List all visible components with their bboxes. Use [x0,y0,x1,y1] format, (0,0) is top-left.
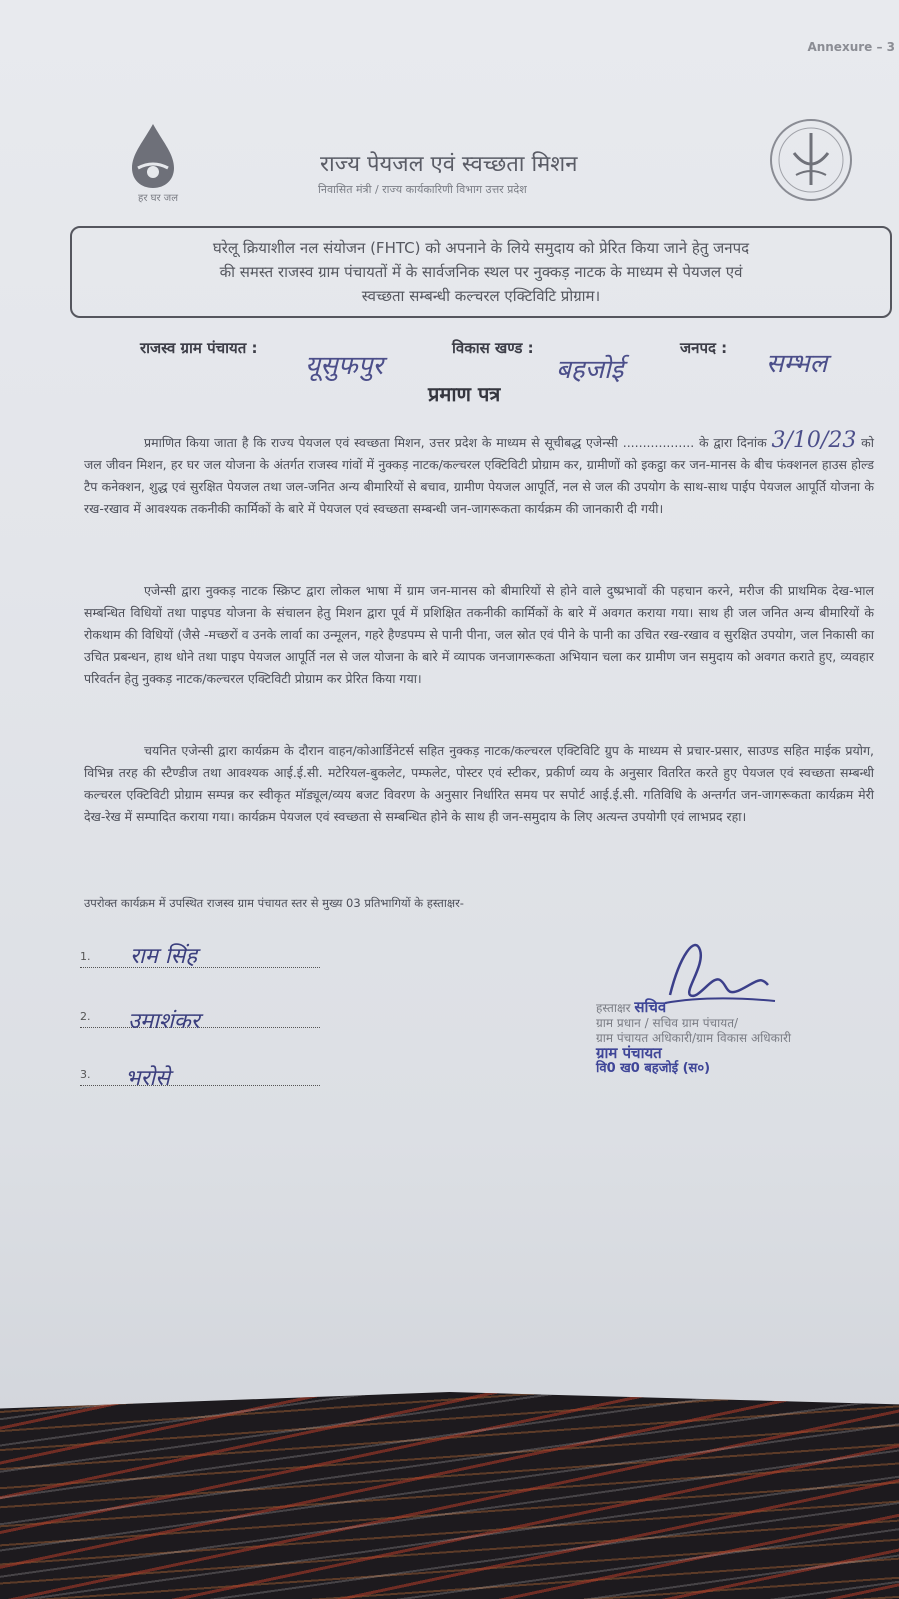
block-value: बहजोई [556,355,624,385]
witness-number-2: 2. [80,1010,91,1023]
date-prefix: प्रमाणित किया जाता है कि राज्य पेयजल एवं स्वच्छता मिशन, उत्तर प्रदेश के माध्यम से सूचीबद्ध एजेन्सी .................. के द्वारा दिनांक [144,435,767,450]
gram-panchayat-label: राजस्व ग्राम पंचायत : [140,339,258,357]
state-emblem-logo [766,115,856,205]
district-value: सम्भल [766,349,828,379]
topic-line-1: घरेलू क्रियाशील नल संयोजन (FHTC) को अपनाने के लिये समुदाय को प्रेरित किया जाने हेतु जनपद [212,239,750,257]
paragraph-1 [84,430,874,520]
jal-jeevan-mission-logo [108,120,198,210]
mission-subtitle: निवासित मंत्री / राज्य कार्यकारिणी विभाग उत्तर प्रदेश [318,183,527,196]
witness-number-1: 1. [80,950,91,963]
gram-panchayat-value: यूसुफपुर [305,351,384,381]
logo-caption: हर घर जल [138,193,178,204]
paragraph-1-rest: को जल जीवन मिशन, हर घर जल योजना के अंतर्गत राजस्व गांवों में नुक्कड़ नाटक/कल्चरल एक्टिविटी प्रोग्राम कर, ग्रामीणों को इकट्ठा कर जन-मानस के बीच फंक्शनल हाउस होल्ड टैप कनेक्शन, शुद्ध एवं सुरक्षित पेयजल तथा जल-जनित अन्य बीमारियों से बचाव, ग्रामीण पेयजल आपूर्ति, नल से जल की उपयोग के साथ-साथ पाईप पेयजल आपूर्ति योजना के रख-रखाव में आवश्यक तकनीकी कार्मिकों के बारे में पेयजल एवं स्वच्छता सम्बन्धी जन-जागरूकता कार्यक्रम की जानकारी दी गयी। [84,435,874,516]
annexure-label: Annexure – 3 [807,40,895,54]
paragraph-3: चयनित एजेन्सी द्वारा कार्यक्रम के दौरान वाहन/कोआर्डिनेटर्स सहित नुक्कड़ नाटक/कल्चरल एक्टिविटि ग्रुप के माध्यम से प्रचार-प्रसार, साउण्ड सहित माईक प्रयोग, विभिन्न तरह की स्टैण्डीज तथा आवश्यक आई.ई.सी. मटेरियल-बुकलेट, पम्फलेट, पोस्टर एवं स्टीकर, प्रकीर्ण व्यय के अनुसार वितरित करते हुए पेयजल एवं स्वच्छता सम्बन्धी कल्चरल एक्टिविटी प्रोग्राम सम्पन्न कर स्वीकृत मॉड्यूल/व्यय बजट विवरण के अनुसार निर्धारित समय पर सपोर्ट आई.ई.सी. गतिविधि के अन्तर्गत जन-जागरूकता कार्यक्रम मेरी देख-रेख में सम्पादित कराया गया। कार्यक्रम पेयजल एवं स्वच्छता से सम्बन्धित होने के साथ ही जन-समुदाय के लिए अत्यन्त उपयोगी एवं लाभप्रद रहा। [84,743,874,824]
stamp-line-1: ग्राम प्रधान / सचिव ग्राम पंचायत/ [596,1016,739,1030]
program-date: 3/10/23 [771,428,857,453]
mission-title: राज्य पेयजल एवं स्वच्छता मिशन [320,152,578,177]
witness-signature-2: उमाशंकर [128,1009,200,1034]
topic-box [70,226,892,318]
official-stamp [596,1000,836,1076]
stamp-title: सचिव [634,998,667,1016]
paragraph-2: एजेन्सी द्वारा नुक्कड़ नाटक स्क्रिप्ट द्वारा लोकल भाषा में ग्राम जन-मानस को बीमारियों से होने वाले दुष्प्रभावों की पहचान करने, मरीज की प्राथमिक देख-भाल सम्बन्धित विधियों तथा पाइपड योजना के संचालन हेतु मिशन द्वारा पूर्व में प्रशिक्षित तकनीकी कार्मिकों के बारे में अवगत कराया गया। साथ ही जल जनित अन्य बीमारियों के रोकथाम की विधियों (जैसे -मच्छरों व उनके लार्वा का उन्मूलन, गहरे हैण्डपम्प से पानी पीना, जल स्रोत एवं पीने के पानी का उचित रख-रखाव व सुरक्षित उपयोग, जल निकासी का उचित प्रबन्धन, हाथ धोने तथा पाइप पेयजल आपूर्ति नल से जल योजना के बारे में व्यापक जनजागरूकता अभियान चला कर ग्रामीण जन समुदाय को अवगत कराते हुए, व्यवहार परिवर्तन हेतु नुक्कड़ नाटक/कल्चरल एक्टिविटी प्रोग्राम कर प्रेरित किया गया। [84,583,874,686]
stamp-line-2: ग्राम पंचायत अधिकारी/ग्राम विकास अधिकारी [596,1031,791,1045]
topic-line-2: की समस्त राजस्व ग्राम पंचायतों में के सार्वजनिक स्थल पर नुक्कड़ नाटक के माध्यम से पेयजल एवं [219,263,743,281]
stamp-organization: ग्राम पंचायत [596,1044,662,1062]
topic-line-3: स्वच्छता सम्बन्धी कल्चरल एक्टिविटि प्रोग्राम। [361,287,601,305]
block-label: विकास खण्ड : [452,339,534,357]
stamp-block: वि0 ख0 बहजोई (स०) [596,1061,711,1076]
stamp-sign-label: हस्ताक्षर [596,1001,631,1015]
district-label: जनपद : [680,339,728,357]
background-fabric [0,1392,899,1599]
witness-line-1 [80,945,320,968]
witness-line-3 [80,1063,320,1086]
witness-signature-1: राम सिंह [130,944,198,969]
witness-intro: उपरोक्त कार्यक्रम में उपस्थित राजस्व ग्राम पंचायत स्तर से मुख्य 03 प्रतिभागियों के हस्ताक्षर- [84,896,464,910]
witness-line-2 [80,1005,320,1028]
certificate-title: प्रमाण पत्र [428,382,501,406]
witness-number-3: 3. [80,1068,91,1081]
witness-signature-3: भरोसे [125,1066,171,1091]
